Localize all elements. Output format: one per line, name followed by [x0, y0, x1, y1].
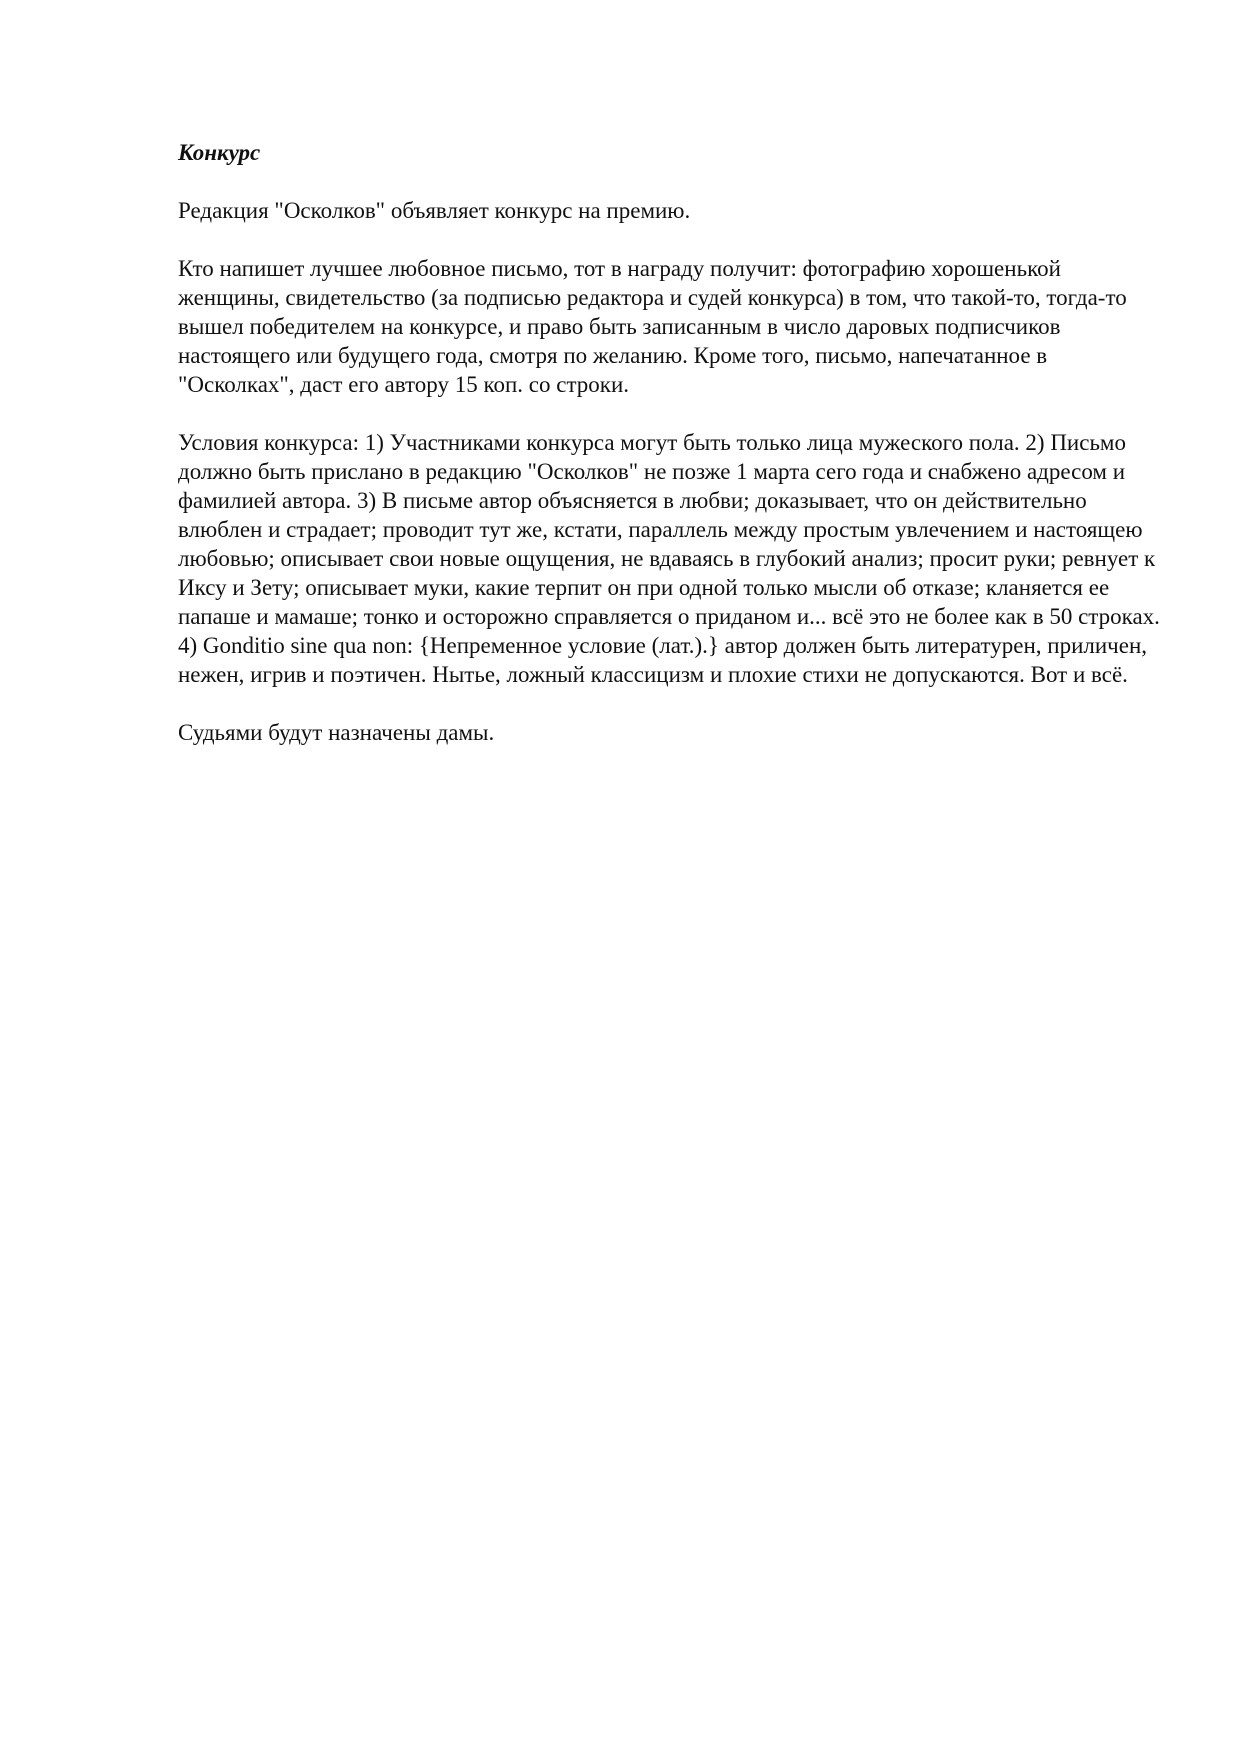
paragraph-prize: Кто напишет лучшее любовное письмо, тот в награду получит: фотографию хорошенькой женщины, свидетельство (за подписью редактора и судей конкурса) в том, что такой-то, тогда-то вышел победителем на конкурсе, и право быть записанным в число даровых подписчиков настоящего или будущего года, смотря по желанию. Кроме того, письмо, напечатанное в "Осколках", даст его автору 15 коп. со строки.	[178, 256, 1127, 397]
document-title: Конкурс	[178, 140, 261, 165]
paragraph-announcement: Редакция "Осколков" объявляет конкурс на премию.	[178, 198, 691, 223]
paragraph-conditions: Условия конкурса: 1) Участниками конкурса могут быть только лица мужеского пола. 2) Письмо должно быть прислано в редакцию "Осколков" не позже 1 марта сего года и снабжено адресом и фамилией автора. 3) В письме автор объясняется в любви; доказывает, что он действительно влюблен и страдает; проводит тут же, кстати, параллель между простым увлечением и настоящею любовью; описывает свои новые ощущения, не вдаваясь в глубокий анализ; просит руки; ревнует к Иксу и Зету; описывает муки, какие терпит он при одной только мысли об отказе; кланяется ее папаше и мамаше; тонко и осторожно справляется о приданом и... всё это не более как в 50 строках. 4) Gonditio sine qua non: {Непременное условие (лат.).} автор должен быть литературен, приличен, нежен, игрив и поэтичен. Нытье, ложный классицизм и плохие стихи не допускаются. Вот и всё.	[178, 430, 1160, 687]
paragraph-judges: Судьями будут назначены дамы.	[178, 720, 495, 745]
document-body	[178, 138, 1163, 776]
